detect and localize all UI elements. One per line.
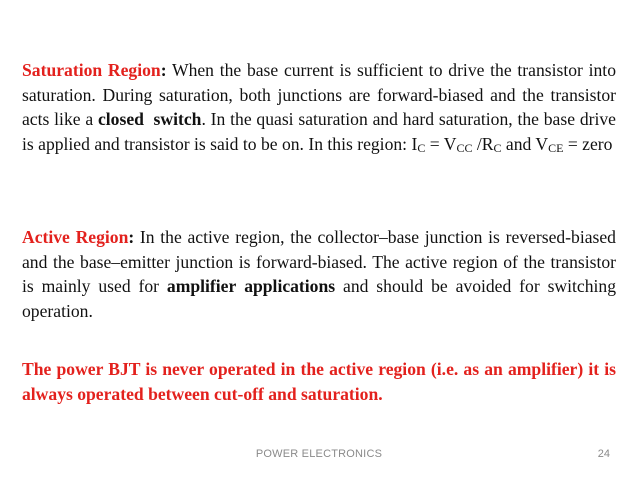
formula-eq2: = zero (563, 133, 613, 154)
saturation-heading: Saturation Region (22, 60, 161, 80)
active-space (236, 276, 244, 296)
note-paragraph: The power BJT is never operated in the active region (i.e. as an amplifier) it is always operated between cut-off and saturation. (22, 359, 616, 404)
saturation-text-a: When the base current is sufficient to drive the transistor into saturation. During saturation, both junctions are forward-biased and the transistor acts like a (22, 60, 616, 130)
saturation-colon: : (160, 60, 167, 80)
closed-term: closed (97, 109, 144, 130)
saturation-text-b: . In the quasi saturation and hard saturation, the base drive is applied and transistor is said to be on. In this region: (22, 109, 616, 154)
formula-and: and V (501, 133, 549, 154)
formula-vce-subscript: CE (548, 140, 564, 155)
formula-i: I (411, 133, 418, 154)
amplifier-term: amplifier (166, 276, 237, 297)
formula-div: /R (472, 133, 494, 154)
switch-term: switch (153, 109, 202, 130)
formula-eq1: = V (425, 133, 457, 154)
saturation-paragraph (22, 58, 616, 160)
active-text-a: In the active region, the collector–base junction is reversed-biased and the base–emitter junction is forward-biased. The active region of the transistor is mainly used for (22, 227, 616, 297)
formula-i-subscript: C (417, 140, 426, 155)
formula-rc-subscript: C (493, 140, 502, 155)
active-heading: Active Region (22, 227, 129, 247)
formula-vcc-subscript: CC (456, 140, 473, 155)
saturation-space (144, 109, 154, 129)
active-colon: : (128, 227, 135, 247)
active-paragraph (22, 225, 616, 323)
applications-term: applications (244, 276, 336, 297)
page-number: 24 (597, 448, 610, 460)
saturation-formula (411, 134, 612, 154)
active-text-b: and should be avoided for switching operation. (22, 276, 616, 321)
footer-label: POWER ELECTRONICS (255, 448, 383, 460)
